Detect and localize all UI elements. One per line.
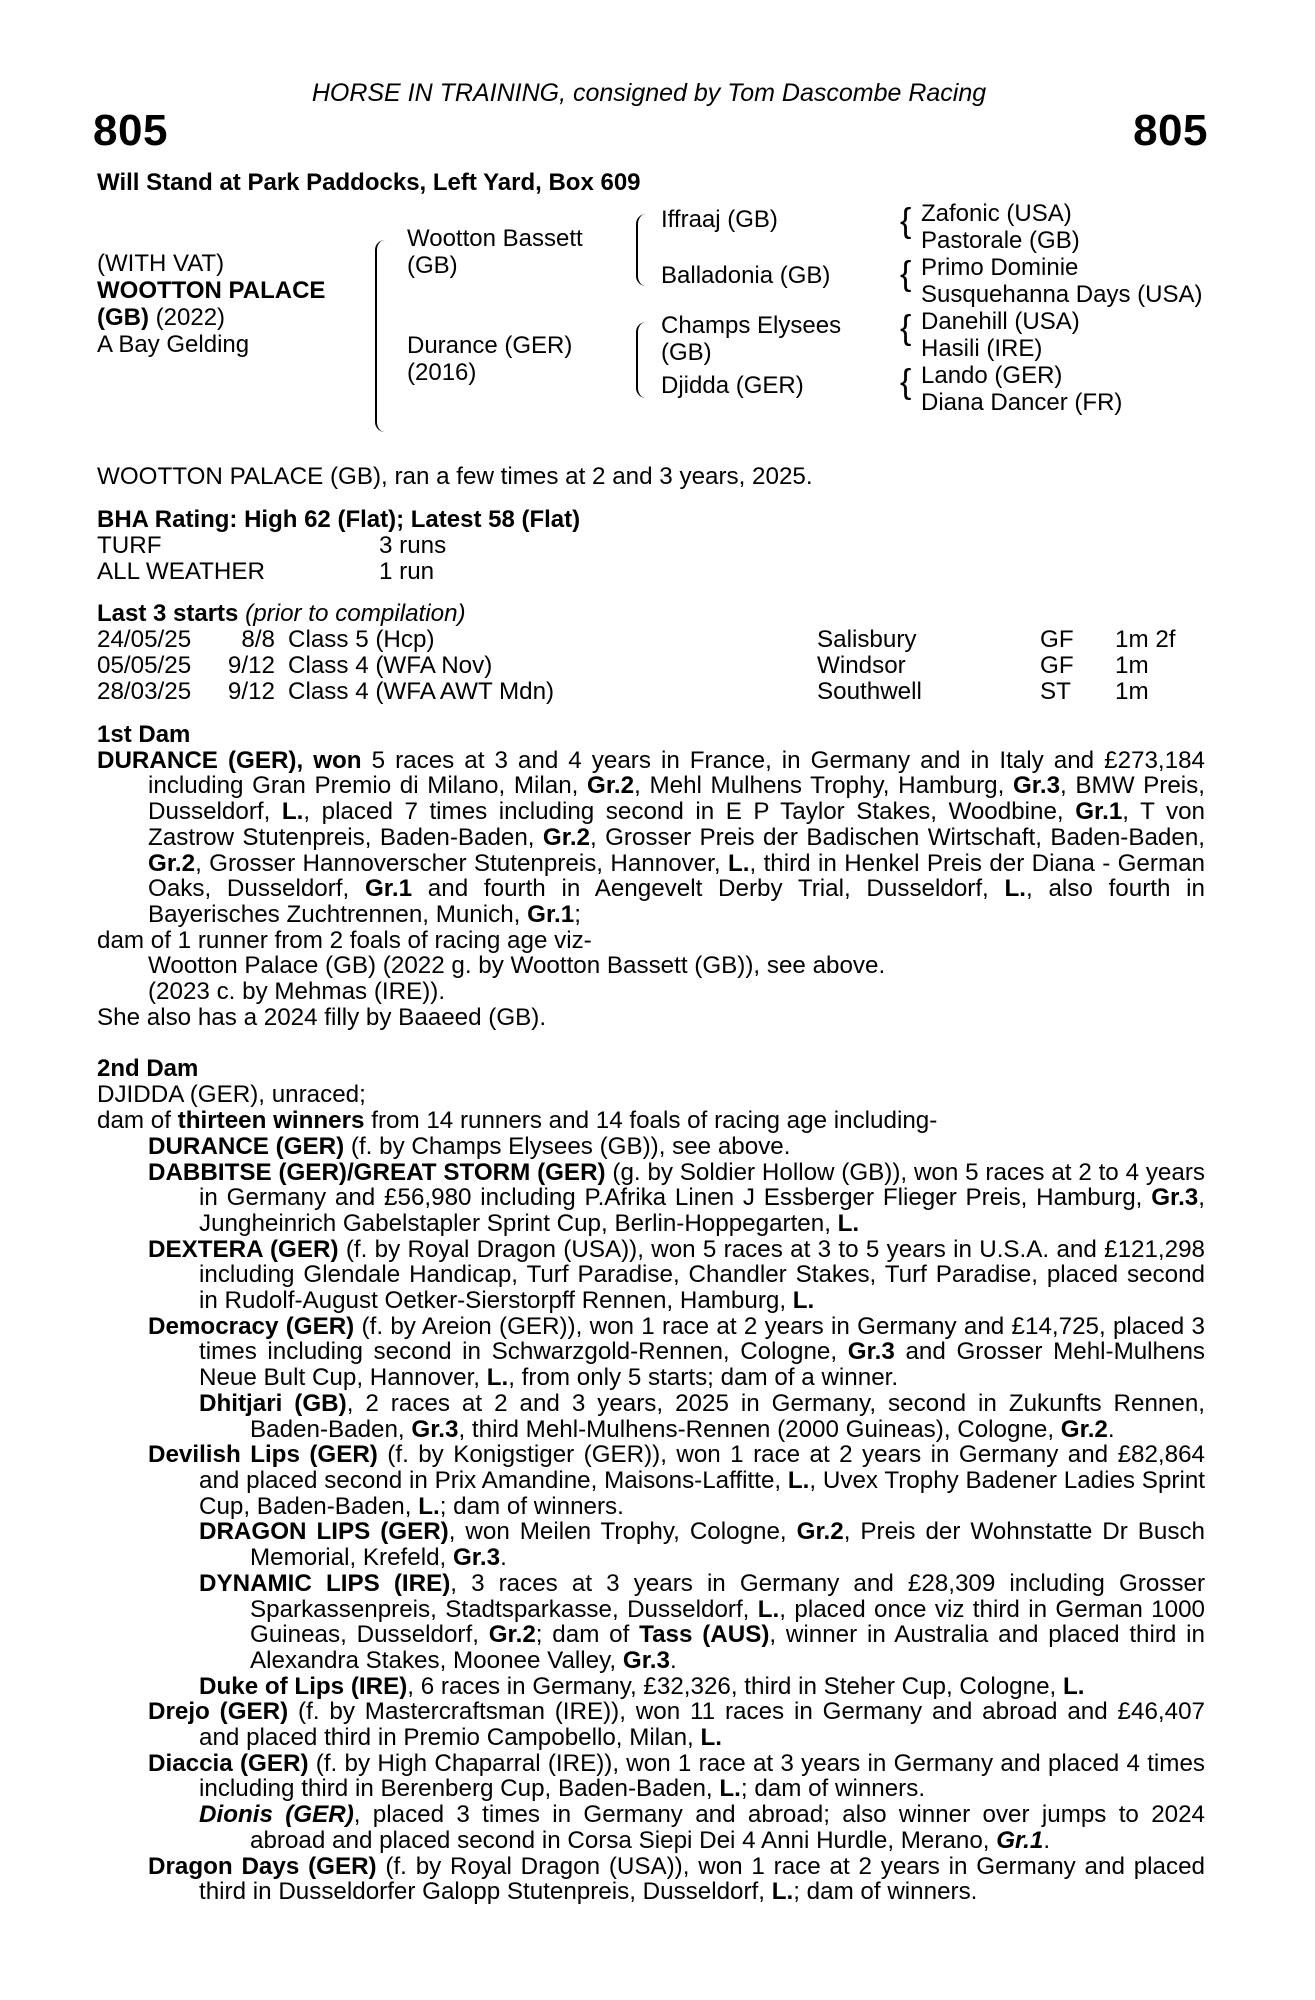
- first-dam-produce-2: (2023 c. by Mehmas (IRE)).: [148, 978, 446, 1006]
- produce-diaccia: Diaccia (GER) (f. by High Chaparral (IRE)), won 1 race at 3 years in Germany and placed 4 times including third in Berenberg Cup, Baden-Baden, L.; dam of winners.: [148, 1749, 1206, 1803]
- produce-democracy: Democracy (GER) (f. by Areion (GER)), won 1 race at 2 years in Germany and £14,725, placed 3 times including second in Schwarzgold-Rennen, Cologne, Gr.3 and Grosser Mehl-Mulhens Neue Bult Cup, Hannover, L., from only 5 starts; dam of a winner.: [148, 1312, 1206, 1392]
- brace-gen2-bottom: [636, 322, 650, 398]
- pedigree-table: [97, 202, 1205, 452]
- race-dist: 1m: [1115, 677, 1149, 705]
- race-race: Class 5 (Hcp): [288, 625, 435, 653]
- last-starts-note: (prior to compilation): [245, 599, 466, 627]
- lot-row: [93, 106, 1208, 164]
- race-date: 24/05/25: [97, 625, 192, 653]
- first-dam-heading: 1st Dam: [97, 720, 191, 748]
- pedigree-gen3-c: Danehill (USA) Hasili (IRE): [921, 308, 1080, 362]
- second-dam-section: [97, 1056, 1205, 1905]
- produce-drejo: Drejo (GER) (f. by Mastercraftsman (IRE)), won 11 races in Germany and abroad and £46,407 and placed third in Premio Campobello, Milan, L.: [148, 1698, 1205, 1752]
- lot-number-left: 805: [93, 106, 168, 155]
- produce-duke-of-lips: Duke of Lips (IRE), 6 races in Germany, £32,326, third in Steher Cup, Cologne, L.: [199, 1672, 1085, 1700]
- pedigree-sire: Wootton Bassett (GB): [407, 225, 583, 279]
- race-course: Salisbury: [817, 625, 917, 653]
- turf-value: 3 runs: [379, 531, 447, 559]
- produce-dabbitse: DABBITSE (GER)/GREAT STORM (GER) (g. by Soldier Hollow (GB)), won 5 races at 2 to 4 years in Germany and £56,980 including P.Afrika Linen J Essberger Flieger Preis, Hamburg, Gr.3, Jungheinrich Gabelstapler Sprint Cup, Berlin-Hoppegarten, L.: [148, 1158, 1205, 1237]
- pedigree-dam-dam: Djidda (GER): [661, 372, 804, 399]
- brace-gen3-4: {: [900, 363, 912, 401]
- produce-devilish-lips: Devilish Lips (GER) (f. by Konigstiger (GER)), won 1 race at 2 years in Germany and £82,864 and placed second in Prix Amandine, Maisons-Laffitte, L., Uvex Trophy Badener Ladies Sprint Cup, Baden-Baden, L.; dam of winners.: [148, 1441, 1205, 1520]
- race-going: GF: [1040, 651, 1074, 679]
- second-dam-produce: dam of thirteen winners from 14 runners and 14 foals of racing age including-: [97, 1107, 938, 1135]
- brace-gen3-3: {: [900, 309, 912, 347]
- pedigree-dam: Durance (GER) (2016): [407, 332, 573, 386]
- vat-note: (WITH VAT): [97, 250, 225, 277]
- produce-dionis: Dionis (GER), placed 3 times in Germany and abroad; also winner over jumps to 2024 abroad and placed second in Corsa Siepi Dei 4 Anni Hurdle, Merano, Gr.1.: [199, 1801, 1206, 1854]
- race-date: 28/03/25: [97, 677, 192, 705]
- second-dam-heading: 2nd Dam: [97, 1055, 199, 1083]
- produce-dextera: DEXTERA (GER) (f. by Royal Dragon (USA)), won 5 races at 3 to 5 years in U.S.A. and £121,298 including Glendale Handicap, Turf Paradise, Chandler Stakes, Turf Paradise, placed second in Rudolf-August Oetker-Sierstorpff Rennen, Hamburg, L.: [148, 1235, 1205, 1315]
- race-going: ST: [1040, 677, 1071, 705]
- produce-dhitjari: Dhitjari (GB), 2 races at 2 and 3 years, 2025 in Germany, second in Zukunfts Rennen, Baden-Baden, Gr.3, third Mehl-Mulhens-Rennen (2000 Guineas), Cologne, Gr.2.: [199, 1389, 1205, 1443]
- brace-gen3-2: {: [900, 255, 912, 293]
- pedigree-gen3-a: Zafonic (USA) Pastorale (GB): [921, 200, 1080, 254]
- horse-year: (2022): [155, 304, 226, 331]
- race-dist: 1m: [1115, 651, 1149, 679]
- horse-origin: (GB): [97, 304, 149, 331]
- first-dam-section: [97, 722, 1205, 1031]
- produce-dragon-lips: DRAGON LIPS (GER), won Meilen Trophy, Cologne, Gr.2, Preis der Wohnstatte Dr Busch Memorial, Krefeld, Gr.3.: [199, 1518, 1205, 1572]
- race-pos: 9/12: [227, 651, 275, 679]
- pedigree-gen3-d: Lando (GER) Diana Dancer (FR): [921, 362, 1123, 416]
- horse-name: WOOTTON PALACE: [97, 277, 326, 304]
- race-course: Southwell: [817, 677, 922, 705]
- catalogue-page: [93, 78, 1208, 1906]
- brace-gen3-1: {: [900, 202, 912, 240]
- race-dist: 1m 2f: [1115, 625, 1176, 653]
- consignor-heading: HORSE IN TRAINING, consigned by Tom Dascombe Racing: [311, 79, 987, 107]
- produce-durance: DURANCE (GER) (f. by Champs Elysees (GB)), see above.: [148, 1132, 791, 1160]
- pedigree-sire-sire: Iffraaj (GB): [661, 206, 778, 233]
- horse-description: A Bay Gelding: [97, 331, 250, 358]
- first-dam-produce-intro: dam of 1 runner from 2 foals of racing age viz-: [97, 926, 592, 954]
- brace-gen1: [375, 240, 391, 432]
- last-starts: [97, 601, 1205, 705]
- race-race: Class 4 (WFA AWT Mdn): [288, 677, 555, 705]
- produce-dragon-days: Dragon Days (GER) (f. by Royal Dragon (USA)), won 1 race at 2 years in Germany and placed third in Dusseldorfer Galopp Stutenpreis, Dusseldorf, L.; dam of winners.: [148, 1852, 1205, 1906]
- first-dam-produce-1: Wootton Palace (GB) (2022 g. by Wootton Bassett (GB)), see above.: [148, 952, 886, 980]
- lot-number-right: 805: [1133, 106, 1208, 155]
- stand-location: Will Stand at Park Paddocks, Left Yard, Box 609: [97, 169, 641, 196]
- bha-rating: BHA Rating: High 62 (Flat); Latest 58 (Flat): [97, 505, 581, 533]
- first-dam-yearling: She also has a 2024 filly by Baaeed (GB).: [97, 1003, 547, 1031]
- pedigree-sire-dam: Balladonia (GB): [661, 262, 831, 289]
- pedigree-gen3-b: Primo Dominie Susquehanna Days (USA): [921, 254, 1203, 308]
- last-starts-heading: Last 3 starts: [97, 599, 239, 627]
- turf-label: TURF: [97, 531, 162, 559]
- race-date: 05/05/25: [97, 651, 192, 679]
- second-dam-intro: DJIDDA (GER), unraced;: [97, 1081, 366, 1109]
- brace-gen2-top: [636, 214, 650, 286]
- pedigree-dam-sire: Champs Elysees (GB): [661, 312, 842, 366]
- aw-value: 1 run: [379, 557, 435, 585]
- racing-summary: WOOTTON PALACE (GB), ran a few times at 2 and 3 years, 2025.: [97, 463, 813, 490]
- race-list: [97, 627, 1205, 705]
- race-race: Class 4 (WFA Nov): [288, 651, 493, 679]
- race-pos: 8/8: [241, 625, 275, 653]
- first-dam-record: DURANCE (GER), won 5 races at 3 and 4 years in France, in Germany and in Italy and £273,184 including Gran Premio di Milano, Milan, Gr.2, Mehl Mulhens Trophy, Hamburg, Gr.3, BMW Preis, Dusseldorf, L., placed 7 times including second in E P Taylor Stakes, Woodbine, Gr.1, T von Zastrow Stutenpreis, Baden-Baden, Gr.2, Grosser Preis der Badischen Wirtschaft, Baden-Baden, Gr.2, Grosser Hannoverscher Stutenpreis, Hannover, L., third in Henkel Preis der Diana - German Oaks, Dusseldorf, Gr.1 and fourth in Aengevelt Derby Trial, Dusseldorf, L., also fourth in Bayerisches Zuchtrennen, Munich, Gr.1;: [97, 746, 1206, 928]
- produce-list: [97, 1134, 1205, 1905]
- race-pos: 9/12: [227, 677, 275, 705]
- produce-dynamic-lips: DYNAMIC LIPS (IRE), 3 races at 3 years in Germany and £28,309 including Grosser Sparkassenpreis, Stadtsparkasse, Dusseldorf, L., placed once viz third in German 1000 Guineas, Dusseldorf, Gr.2; dam of Tass (AUS), winner in Australia and placed third in Alexandra Stakes, Moonee Valley, Gr.3.: [199, 1569, 1206, 1674]
- ratings-block: [97, 507, 1205, 585]
- horse-identity: [97, 250, 325, 358]
- race-course: Windsor: [817, 651, 906, 679]
- race-going: GF: [1040, 625, 1074, 653]
- aw-label: ALL WEATHER: [97, 557, 266, 585]
